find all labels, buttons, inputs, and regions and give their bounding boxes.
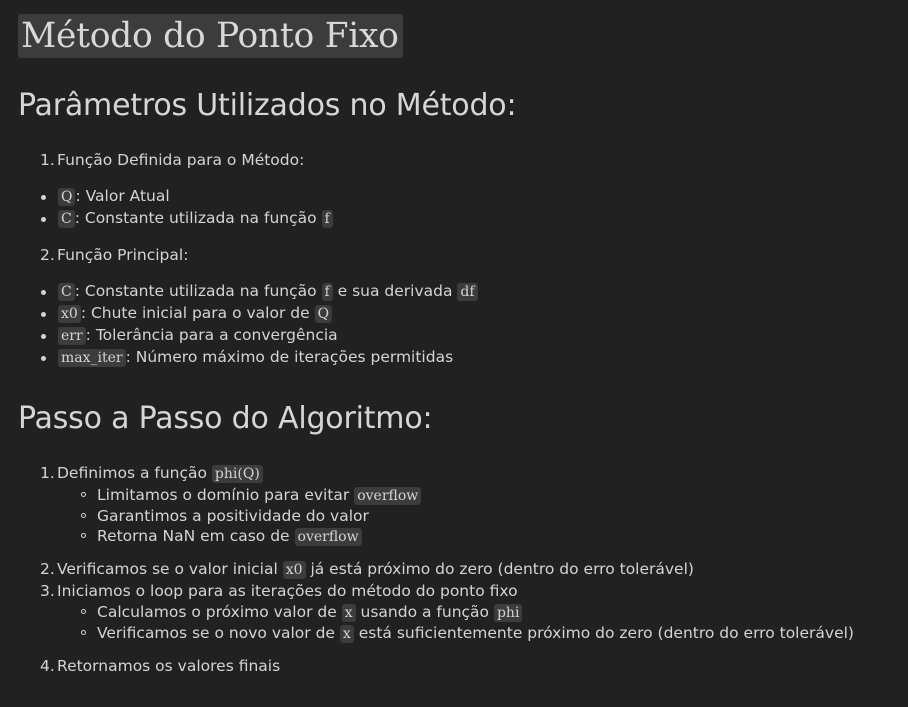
list-number: 1. xyxy=(40,151,55,169)
params-heading: Parâmetros Utilizados no Método: xyxy=(18,88,517,123)
inline-code: C xyxy=(58,210,75,228)
params-item-2-label: Função Principal: xyxy=(57,246,189,264)
params-item-1-label: Função Definida para o Método: xyxy=(57,151,305,169)
params-item-1 xyxy=(18,150,908,171)
list-item-text: está suficientemente próximo do zero (dentro do erro tolerável) xyxy=(353,624,854,642)
list-item xyxy=(18,347,908,369)
step-text: Verificamos se o valor inicial xyxy=(57,560,283,578)
inline-code: df xyxy=(457,283,477,301)
inline-code: x0 xyxy=(283,561,306,579)
list-item xyxy=(18,208,908,230)
inline-code: err xyxy=(58,327,86,345)
list-item xyxy=(18,303,908,325)
list-item-text: : Chute inicial para o valor de xyxy=(80,304,315,322)
list-item-text: e sua derivada xyxy=(332,282,458,300)
step-1 xyxy=(18,463,908,485)
list-item-text: : Valor Atual xyxy=(75,187,170,205)
inline-code: f xyxy=(322,210,333,228)
inline-code: overflow xyxy=(354,487,421,505)
inline-code: x xyxy=(342,604,356,622)
list-item xyxy=(18,485,908,506)
list-number: 1. xyxy=(40,464,55,482)
params-item-2 xyxy=(18,245,908,266)
list-item xyxy=(18,281,908,303)
params-list-2 xyxy=(18,281,908,369)
step-3-sublist xyxy=(18,602,908,644)
step-4 xyxy=(18,656,908,677)
page-title: Método do Ponto Fixo xyxy=(18,14,403,58)
list-item-text: Verificamos se o novo valor de xyxy=(97,624,340,642)
step-2 xyxy=(18,559,908,581)
list-item-text: Retorna NaN em caso de xyxy=(97,527,295,545)
list-item-text: Garantimos a positividade do valor xyxy=(97,507,369,525)
list-item-text: Calculamos o próximo valor de xyxy=(97,603,342,621)
inline-code: Q xyxy=(315,305,332,323)
inline-code: f xyxy=(322,283,333,301)
inline-code: phi(Q) xyxy=(212,465,263,483)
inline-code: x0 xyxy=(58,305,81,323)
list-number: 4. xyxy=(40,657,55,675)
list-number: 2. xyxy=(40,246,55,264)
list-item-text: : Tolerância para a convergência xyxy=(85,326,338,344)
list-item-text: : Constante utilizada na função xyxy=(74,209,322,227)
step-text: Definimos a função xyxy=(57,464,212,482)
step-text: já está próximo do zero (dentro do erro tolerável) xyxy=(305,560,694,578)
list-item-text: usando a função xyxy=(355,603,494,621)
list-item-text: : Constante utilizada na função xyxy=(74,282,322,300)
list-number: 3. xyxy=(40,582,55,600)
step-text: Retornamos os valores finais xyxy=(57,657,281,675)
inline-code: C xyxy=(58,283,75,301)
step-1-sublist xyxy=(18,485,908,547)
inline-code: phi xyxy=(494,604,522,622)
list-item xyxy=(18,526,908,547)
inline-code: overflow xyxy=(295,528,362,546)
inline-code: Q xyxy=(58,188,75,206)
step-text: Iniciamos o loop para as iterações do método do ponto fixo xyxy=(57,582,518,600)
list-item xyxy=(18,623,908,644)
list-item-text: : Número máximo de iterações permitidas xyxy=(125,348,454,366)
inline-code: max_iter xyxy=(58,349,126,367)
step-3 xyxy=(18,581,908,602)
list-item xyxy=(18,602,908,623)
list-item xyxy=(18,325,908,347)
list-number: 2. xyxy=(40,560,55,578)
list-item xyxy=(18,186,908,208)
inline-code: x xyxy=(340,625,354,643)
list-item-text: Limitamos o domínio para evitar xyxy=(97,486,355,504)
params-list-1 xyxy=(18,186,908,230)
steps-heading: Passo a Passo do Algoritmo: xyxy=(18,401,433,436)
list-item xyxy=(18,506,908,526)
